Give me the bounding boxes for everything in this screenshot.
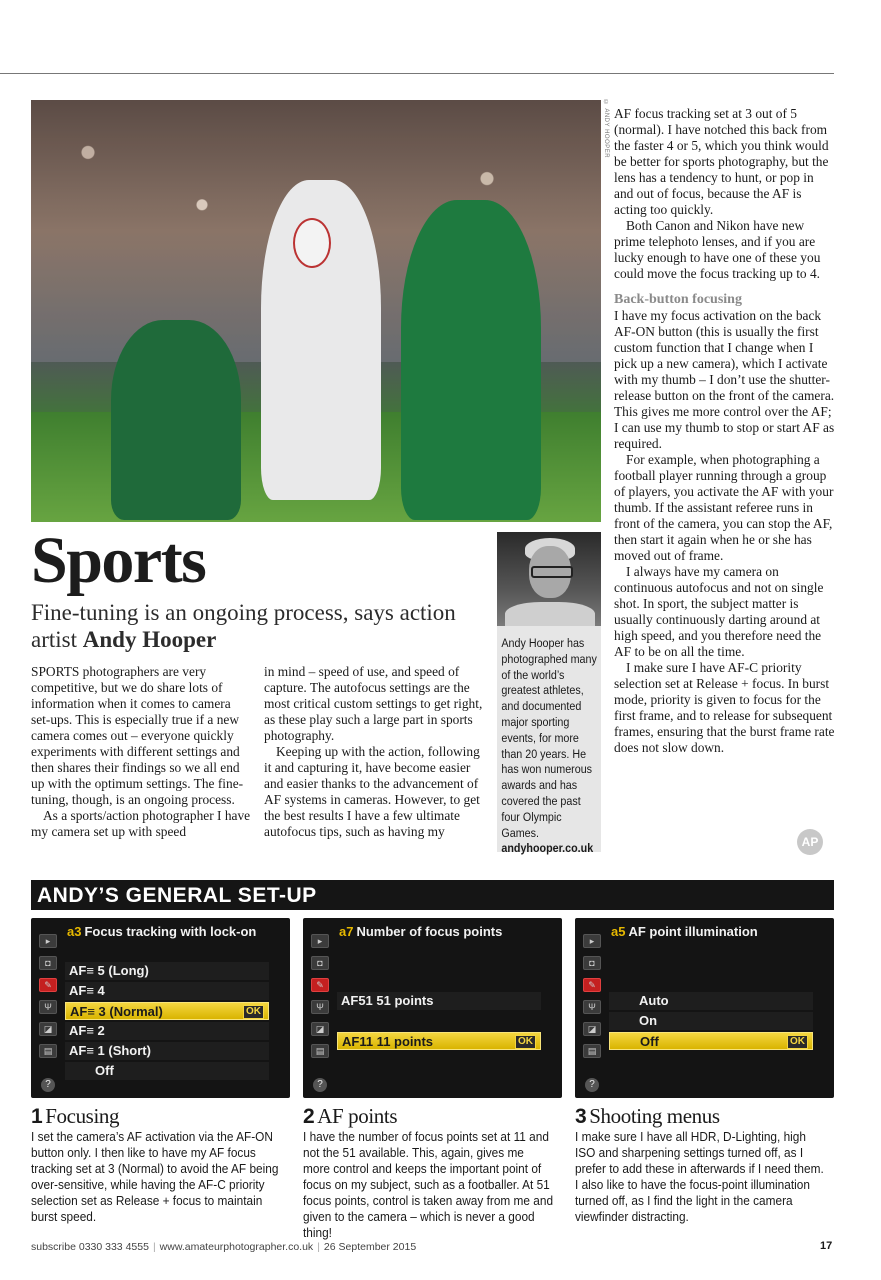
menu-option[interactable]: AF≡ 1 (Short): [65, 1042, 269, 1060]
paragraph: I have my focus activation on the back AF-ON button (this is usually the first custom function that I change when I pick up a new camera), which I activate with my thumb – I don’t use the shutter-release button on the front of the camera. This gives me more control over the AF; I can use my thumb to stop or start AF as required.: [614, 308, 835, 451]
portrait-shirt: [505, 602, 595, 626]
caption-number: 1: [31, 1105, 43, 1128]
retouch-icon: ◪: [583, 1022, 601, 1036]
section-heading: Back-button focusing: [614, 292, 742, 307]
menu-option[interactable]: AF≡ 5 (Long): [65, 962, 269, 980]
ok-badge: OK: [515, 1035, 536, 1049]
help-icon: ?: [313, 1078, 327, 1092]
help-icon: ?: [585, 1078, 599, 1092]
body-column-3: [614, 106, 836, 756]
bio-text: Andy Hooper has photographed many of the world’s greatest athletes, and documented major sporting events, for more than 20 years. He has won numerous awards and has covered the past four Olympic Games.: [501, 636, 597, 840]
caption-af-points: [303, 1104, 553, 1241]
paragraph: Both Canon and Nikon have new prime telephoto lenses, and if you are lucky enough to have one of these you could move the focus tracking up to 4.: [614, 218, 821, 281]
paragraph: SPORTS photographers are very competitive, but we do share lots of information when it comes to camera set-ups. This is especially true if a new camera comes out – everyone quickly experiments with different settings and then shares their findings so we all end up with the optimum settings. The fine-tuning, though, is an ongoing process.: [31, 664, 244, 807]
caption-text: I make sure I have all HDR, D-Lighting, high ISO and sharpening settings turned off, as I prefer to add these in afterwards if I need them. I also like to have the focus-point illumination turned off, as I find the light in the camera viewfinder distracting.: [575, 1130, 824, 1224]
rugby-action-photo: [31, 100, 601, 522]
help-icon: ?: [41, 1078, 55, 1092]
article-title: Sports: [31, 524, 206, 597]
menu-code: a5: [611, 924, 626, 939]
camera-icon: ◘: [39, 956, 57, 970]
rugby-ball: [293, 218, 331, 268]
menu-title: AF point illumination: [628, 924, 758, 939]
paragraph: As a sports/action photographer I have my camera set up with speed: [31, 808, 251, 839]
camera-menu-screen-focus-points: [303, 918, 562, 1098]
camera-menu-screen-focus-tracking: [31, 918, 290, 1098]
top-rule: [0, 73, 834, 74]
section-title-bar: ANDY’S GENERAL SET-UP: [31, 880, 834, 910]
my-menu-icon: ▤: [583, 1044, 601, 1058]
wrench-icon: Ψ: [39, 1000, 57, 1014]
menu-option-selected[interactable]: [609, 1032, 813, 1050]
pencil-icon: ✎: [583, 978, 601, 992]
caption-shooting-menus: [575, 1104, 825, 1225]
ok-badge: OK: [243, 1005, 264, 1019]
paragraph: in mind – speed of use, and speed of capture. The autofocus settings are the most critical custom settings to get right, as these play such a large part in sports photography.: [264, 664, 483, 743]
bio-text-block: [497, 626, 603, 857]
author-portrait: [497, 532, 601, 626]
caption-heading: [31, 1104, 281, 1129]
caption-text: I have the number of focus points set at 11 and not the 51 available. This, again, gives me more control and keeps the important point of focus on my subject, such as a footballer. At 51 focus points, control is taken away from me and given to the camera – which is never a good thing!: [303, 1130, 554, 1240]
menu-option[interactable]: AF≡ 2: [65, 1022, 269, 1040]
caption-number: 2: [303, 1105, 315, 1128]
caption-title: Shooting menus: [589, 1104, 720, 1128]
issue-date: 26 September 2015: [323, 1241, 417, 1253]
body-column-2: [264, 664, 486, 840]
my-menu-icon: ▤: [311, 1044, 329, 1058]
subtitle-text: Fine-tuning is an ongoing process, says action artist: [31, 600, 456, 652]
menu-option[interactable]: Auto: [609, 992, 813, 1010]
menu-sidebar: [39, 934, 57, 1066]
caption-focusing: [31, 1104, 281, 1225]
article-subtitle: [31, 599, 491, 653]
caption-heading: [575, 1104, 825, 1129]
portrait-glasses: [531, 566, 573, 578]
menu-title: Number of focus points: [356, 924, 503, 939]
paragraph: AF focus tracking set at 3 out of 5 (normal). I have notched this back from the faster 4 or 5, which you think would be better for sports photography, but the lens has a tendency to hunt, or pop in and out of focus, because the AF is acting too quickly.: [614, 106, 829, 217]
pencil-icon: ✎: [311, 978, 329, 992]
menu-header: [339, 924, 502, 939]
menu-header: [611, 924, 758, 939]
option-label: AF≡ 3 (Normal): [70, 1004, 163, 1019]
playback-icon: ▸: [311, 934, 329, 948]
camera-icon: ◘: [311, 956, 329, 970]
menu-code: a3: [67, 924, 82, 939]
menu-header: [67, 924, 256, 939]
playback-icon: ▸: [39, 934, 57, 948]
caption-number: 3: [575, 1105, 587, 1128]
menu-option[interactable]: AF≡ 4: [65, 982, 269, 1000]
wrench-icon: Ψ: [583, 1000, 601, 1014]
caption-title: AF points: [317, 1104, 398, 1128]
paragraph: I always have my camera on continuous autofocus and not on single shot. In sport, the subject matter is usually continuously darting around at high speed, and you therefore need the AF to be on all the time.: [614, 564, 824, 659]
ok-badge: OK: [787, 1035, 808, 1049]
caption-title: Focusing: [45, 1104, 120, 1128]
menu-sidebar: [583, 934, 601, 1066]
author-website-link[interactable]: andyhooper.co.uk: [501, 841, 594, 856]
menu-option[interactable]: On: [609, 1012, 813, 1030]
retouch-icon: ◪: [39, 1022, 57, 1036]
website-link[interactable]: www.amateurphotographer.co.uk: [159, 1241, 314, 1253]
menu-option[interactable]: AF51 51 points: [337, 992, 541, 1010]
menu-sidebar: [311, 934, 329, 1066]
menu-code: a7: [339, 924, 354, 939]
my-menu-icon: ▤: [39, 1044, 57, 1058]
camera-menu-screen-point-illumination: [575, 918, 834, 1098]
author-name: Andy Hooper: [82, 627, 217, 652]
paragraph: Keeping up with the action, following it and capturing it, have become easier and easier thanks to the advancement of AF systems in cameras. However, to get the best results I have a few ultimate autofocus tips, such as having my: [264, 744, 480, 839]
subscribe-info: subscribe 0330 333 4555: [31, 1241, 149, 1253]
camera-icon: ◘: [583, 956, 601, 970]
menu-title: Focus tracking with lock-on: [84, 924, 257, 939]
author-bio-box: [497, 532, 601, 856]
paragraph: I make sure I have AF-C priority selection set at Release + focus. In burst mode, priority is given to focus for the first frame, and to release for subsequent frames, ensuring that the burst frame rate does not slow down.: [614, 660, 835, 755]
caption-text: I set the camera’s AF activation via the AF-ON button only. I then like to have my AF focus tracking set at 3 (Normal) to avoid the AF being over-sensitive, while having the AF-C priority selection set as Release + focus to maintain burst speed.: [31, 1130, 279, 1224]
pencil-icon: ✎: [39, 978, 57, 992]
menu-option[interactable]: Off: [65, 1062, 269, 1080]
caption-heading: [303, 1104, 553, 1129]
player-green-left: [111, 320, 241, 520]
paragraph: For example, when photographing a football player running through a group of players, you activate the AF with your thumb. If the assistant referee runs in front of the camera, you can stop the AF, then start it again when he or she has moved out of frame.: [614, 452, 834, 563]
page-number: 17: [820, 1240, 833, 1252]
menu-option-selected[interactable]: [65, 1002, 269, 1020]
ap-end-badge: AP: [797, 829, 823, 855]
playback-icon: ▸: [583, 934, 601, 948]
menu-option-selected[interactable]: [337, 1032, 541, 1050]
wrench-icon: Ψ: [311, 1000, 329, 1014]
retouch-icon: ◪: [311, 1022, 329, 1036]
option-label: AF11 11 points: [342, 1034, 434, 1049]
page-footer: subscribe 0330 333 4555 | www.amateurphotographer.co.uk | 26 September 2015: [31, 1241, 417, 1253]
body-column-1: [31, 664, 251, 840]
player-green-right: [401, 200, 541, 520]
photo-credit: © ANDY HOOPER: [603, 100, 609, 159]
option-label: Off: [640, 1034, 659, 1049]
